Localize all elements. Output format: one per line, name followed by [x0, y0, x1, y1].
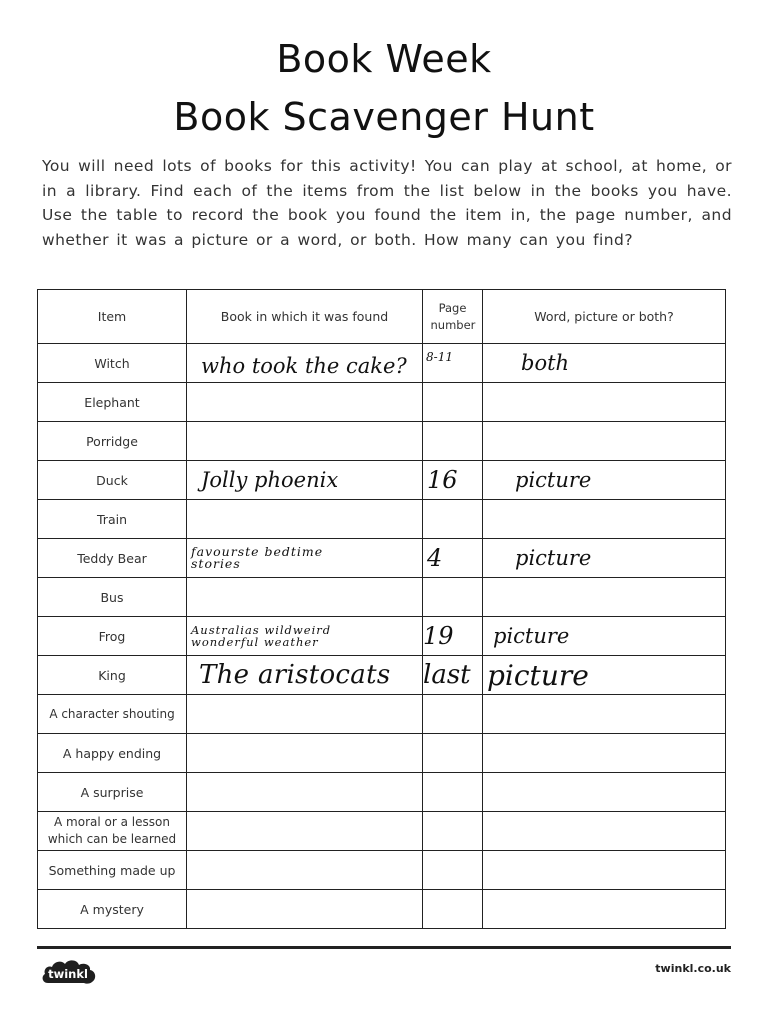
book-cell[interactable] [187, 578, 423, 617]
footer-divider [37, 946, 731, 949]
item-cell: Bus [38, 578, 187, 617]
item-cell: Duck [38, 461, 187, 500]
type-cell[interactable] [483, 539, 726, 578]
table-header-row [38, 290, 726, 344]
type-cell[interactable] [483, 656, 726, 695]
type-cell[interactable] [483, 812, 726, 851]
table-row [38, 539, 726, 578]
page-cell[interactable] [423, 578, 483, 617]
type-cell[interactable] [483, 461, 726, 500]
type-value: picture [487, 658, 589, 692]
table-row [38, 773, 726, 812]
type-cell[interactable] [483, 578, 726, 617]
book-cell[interactable] [187, 890, 423, 929]
logo-text: twinkl [48, 967, 88, 981]
item-cell: Frog [38, 617, 187, 656]
page-cell[interactable] [423, 383, 483, 422]
table-row [38, 500, 726, 539]
book-value: Jolly phoenix [201, 467, 339, 492]
page-cell[interactable] [423, 539, 483, 578]
item-cell: A character shouting [38, 695, 187, 734]
book-value: who took the cake? [201, 353, 407, 378]
book-cell[interactable] [187, 617, 423, 656]
item-cell: Porridge [38, 422, 187, 461]
item-cell: King [38, 656, 187, 695]
page-cell[interactable] [423, 461, 483, 500]
page-cell[interactable] [423, 617, 483, 656]
page-cell[interactable] [423, 734, 483, 773]
table-row [38, 695, 726, 734]
book-value-line1: favourste bedtime [191, 544, 324, 559]
book-cell[interactable] [187, 695, 423, 734]
page-cell[interactable] [423, 890, 483, 929]
table-row [38, 617, 726, 656]
book-cell[interactable] [187, 851, 423, 890]
page-cell[interactable] [423, 344, 483, 383]
table-row [38, 461, 726, 500]
header-item: Item [38, 290, 187, 344]
type-cell[interactable] [483, 383, 726, 422]
type-cell[interactable] [483, 500, 726, 539]
book-value-line2: wonderful weather [191, 635, 319, 649]
page-cell[interactable] [423, 812, 483, 851]
page-cell[interactable] [423, 422, 483, 461]
book-cell[interactable] [187, 422, 423, 461]
instructions-paragraph: You will need lots of books for this activity! You can play at school, at home, or in a library. Find each of the items from the list below in the books you have. Use the table to record the book you found the item in, the page number, and whether it was a picture or a word, or both. How many can you find? [42, 157, 732, 249]
book-cell[interactable] [187, 812, 423, 851]
type-cell[interactable] [483, 734, 726, 773]
page-cell[interactable] [423, 500, 483, 539]
page-cell[interactable] [423, 773, 483, 812]
type-cell[interactable] [483, 617, 726, 656]
book-cell[interactable] [187, 344, 423, 383]
book-cell[interactable] [187, 383, 423, 422]
page-title: Book Week [276, 37, 492, 81]
header-type: Word, picture or both? [483, 290, 726, 344]
item-cell: A surprise [38, 773, 187, 812]
page-value: 8-11 [426, 350, 453, 364]
page-value: 16 [427, 465, 458, 494]
table-row [38, 656, 726, 695]
item-cell: Train [38, 500, 187, 539]
type-cell[interactable] [483, 422, 726, 461]
item-cell: Witch [38, 344, 187, 383]
type-cell[interactable] [483, 344, 726, 383]
page-cell[interactable] [423, 695, 483, 734]
page-subtitle: Book Scavenger Hunt [173, 95, 595, 139]
item-cell: A mystery [38, 890, 187, 929]
book-cell[interactable] [187, 539, 423, 578]
type-value: picture [515, 545, 592, 570]
book-cell[interactable] [187, 773, 423, 812]
scavenger-hunt-table [37, 289, 726, 929]
twinkl-cloud-logo-icon[interactable] [40, 957, 98, 987]
page-value: 4 [427, 543, 443, 572]
type-cell[interactable] [483, 851, 726, 890]
table-row [38, 812, 726, 851]
type-cell[interactable] [483, 890, 726, 929]
book-value-line2: stories [191, 556, 241, 571]
table-row [38, 851, 726, 890]
item-cell: A happy ending [38, 734, 187, 773]
item-cell: Something made up [38, 851, 187, 890]
item-cell: A moral or a lesson which can be learned [38, 812, 187, 851]
page-cell[interactable] [423, 851, 483, 890]
table-row [38, 578, 726, 617]
header-page [423, 290, 483, 344]
book-cell[interactable] [187, 656, 423, 695]
item-cell: Teddy Bear [38, 539, 187, 578]
type-cell[interactable] [483, 695, 726, 734]
table-row [38, 890, 726, 929]
header-page-label: Page number [430, 300, 476, 332]
type-cell[interactable] [483, 773, 726, 812]
item-cell: Elephant [38, 383, 187, 422]
book-cell[interactable] [187, 734, 423, 773]
type-value: both [521, 350, 570, 375]
table-row [38, 422, 726, 461]
page-value: last [423, 659, 471, 690]
table-row [38, 344, 726, 383]
book-value: The aristocats [199, 659, 391, 690]
type-value: picture [515, 467, 592, 492]
website-link[interactable]: twinkl.co.uk [655, 962, 731, 975]
table-row [38, 734, 726, 773]
page-cell[interactable] [423, 656, 483, 695]
book-cell[interactable] [187, 461, 423, 500]
header-book: Book in which it was found [187, 290, 423, 344]
page-value: 19 [423, 621, 454, 650]
book-value-line1: Australias wildweird [191, 623, 332, 637]
table-row [38, 383, 726, 422]
book-cell[interactable] [187, 500, 423, 539]
type-value: picture [493, 623, 570, 648]
